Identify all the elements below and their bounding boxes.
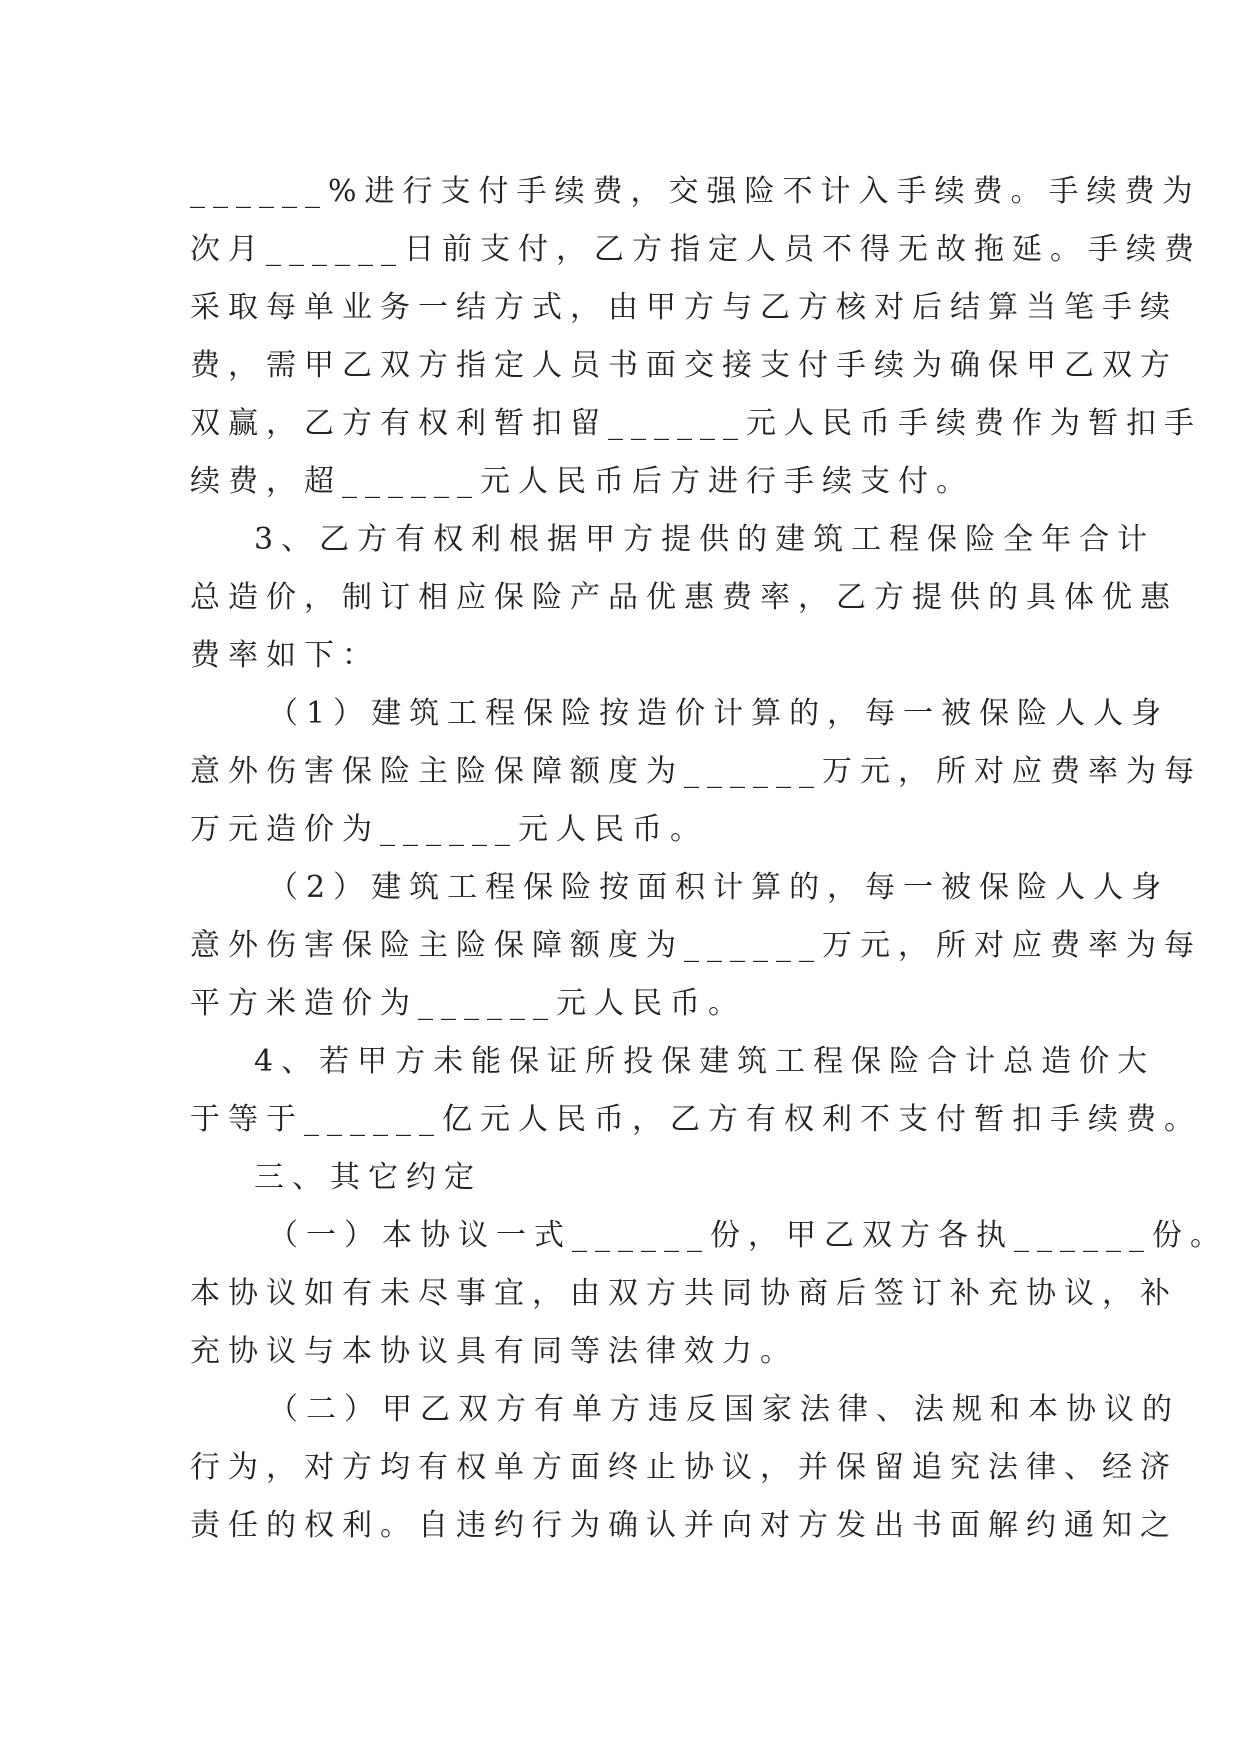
text-line: 责任的权利。自违约行为确认并向对方发出书面解约通知之 [190,1508,1178,1543]
text-line: （二）甲乙双方有单方违反国家法律、法规和本协议的 [268,1392,1180,1427]
text-line: （2）建筑工程保险按面积计算的，每一被保险人人身 [268,870,1170,905]
text-line: 续费，超______元人民币后方进行手续支付。 [190,464,974,499]
text-line: 费，需甲乙双方指定人员书面交接支付手续为确保甲乙双方 [190,348,1178,383]
text-line: ______%进行支付手续费，交强险不计入手续费。手续费为 [190,174,1201,209]
text-line: 于等于______亿元人民币，乙方有权利不支付暂扣手续费。 [190,1102,1202,1137]
text-line: 意外伤害保险主险保障额度为______万元，所对应费率为每 [190,928,1202,963]
text-line: 双赢，乙方有权利暂扣留______元人民币手续费作为暂扣手 [190,406,1202,441]
text-line: 采取每单业务一结方式，由甲方与乙方核对后结算当笔手续 [190,290,1178,325]
text-line: 行为，对方均有权单方面终止协议，并保留追究法律、经济 [190,1450,1178,1485]
section-heading: 三、其它约定 [254,1160,482,1195]
text-line: 平方米造价为______元人民币。 [190,986,746,1021]
text-line: （一）本协议一式______份，甲乙双方各执______份。 [268,1218,1228,1253]
text-line: 4、若甲方未能保证所投保建筑工程保险合计总造价大 [254,1044,1156,1079]
text-line: 意外伤害保险主险保障额度为______万元，所对应费率为每 [190,754,1202,789]
document-body [190,163,1228,1555]
text-line: 费率如下： [190,638,380,673]
text-line: 次月______日前支付，乙方指定人员不得无故拖延。手续费 [190,232,1202,267]
text-line: 3、乙方有权利根据甲方提供的建筑工程保险全年合计 [254,522,1156,557]
text-line: 充协议与本协议具有同等法律效力。 [190,1334,798,1369]
text-line: 总造价，制订相应保险产品优惠费率，乙方提供的具体优惠 [190,580,1178,615]
text-line: 本协议如有未尽事宜，由双方共同协商后签订补充协议，补 [190,1276,1178,1311]
text-line: 万元造价为______元人民币。 [190,812,708,847]
text-line: （1）建筑工程保险按造价计算的，每一被保险人人身 [268,696,1170,731]
